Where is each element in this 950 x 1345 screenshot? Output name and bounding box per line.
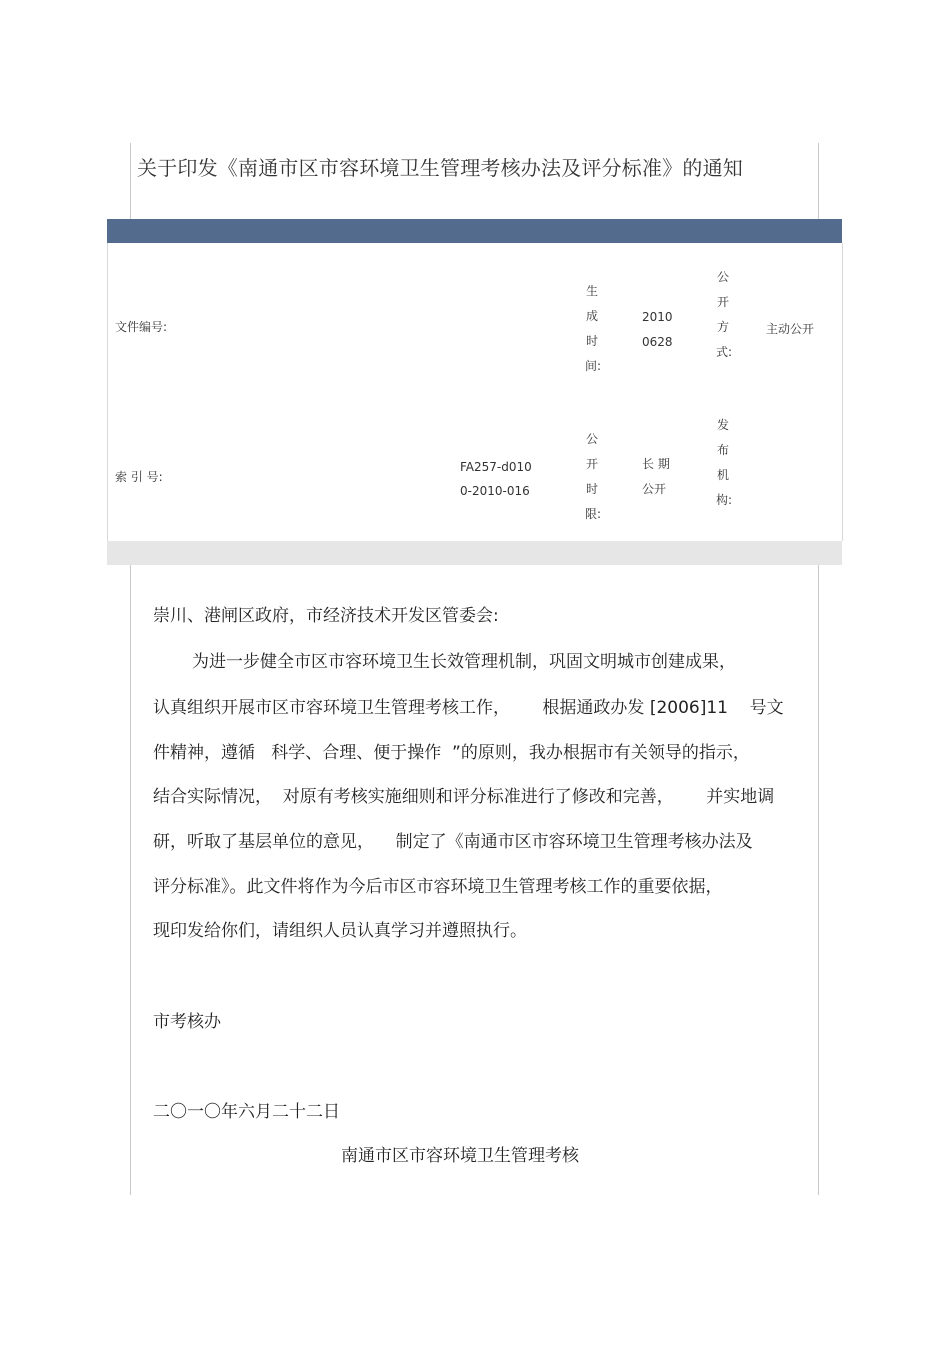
- body-line-6: 评分标准》。此文件将作为今后市区市容环境卫生管理考核工作的重要依据，: [153, 877, 723, 897]
- publisher-label: 发布机构:: [716, 418, 733, 507]
- body-line-5: 研，听取了基层单位的意见， 制定了《南通市区市容环境卫生管理考核办法及: [153, 832, 753, 852]
- disclosure-period-line2: 公开: [642, 482, 667, 496]
- body-line-2: 认真组织开展市区市容环境卫生管理考核工作， 根据通政办发 [2006]11 号文: [153, 698, 784, 718]
- generated-date-year: 2010: [642, 310, 673, 324]
- frame-right-top: [818, 143, 819, 219]
- index-value-line1: FA257-d010: [460, 460, 532, 474]
- frame-left-bottom: [130, 565, 131, 1195]
- index-value-line2: 0-2010-016: [460, 484, 530, 498]
- generated-date-monthday: 0628: [642, 335, 673, 349]
- disclosure-period-line1: 长 期: [642, 457, 670, 471]
- page-title: 关于印发《南通市区市容环境卫生管理考核办法及评分标准》的通知: [137, 156, 743, 180]
- frame-left-top: [130, 143, 131, 219]
- body-line-1: 为进一步健全市区市容环境卫生长效管理机制，巩固文明城市创建成果，: [192, 652, 736, 672]
- document-date: 二〇一〇年六月二十二日: [153, 1102, 340, 1122]
- signature: 市考核办: [153, 1012, 221, 1032]
- body-line-7: 现印发给你们，请组织人员认真学习并遵照执行。: [153, 921, 527, 941]
- generated-time-label: 生成时间:: [585, 284, 602, 373]
- doc-number-label: 文件编号:: [115, 320, 168, 334]
- body-line-3: 件精神，遵循 科学、合理、便于操作 ”的原则，我办根据市有关领导的指示，: [153, 743, 750, 763]
- salutation: 崇川、港闸区政府，市经济技术开发区管委会:: [153, 606, 499, 626]
- disclosure-period-label: 公开时限:: [585, 432, 602, 521]
- attachment-heading: 南通市区市容环境卫生管理考核: [341, 1146, 579, 1166]
- frame-right-bottom: [818, 565, 819, 1195]
- disclosure-mode-label: 公开方式:: [716, 270, 733, 359]
- header-bar: [107, 219, 842, 243]
- disclosure-mode-value: 主动公开: [766, 322, 815, 336]
- body-line-4: 结合实际情况， 对原有考核实施细则和评分标准进行了修改和完善， 并实地调: [153, 787, 775, 807]
- footer-bar: [107, 541, 842, 565]
- index-label: 索 引 号:: [115, 470, 163, 484]
